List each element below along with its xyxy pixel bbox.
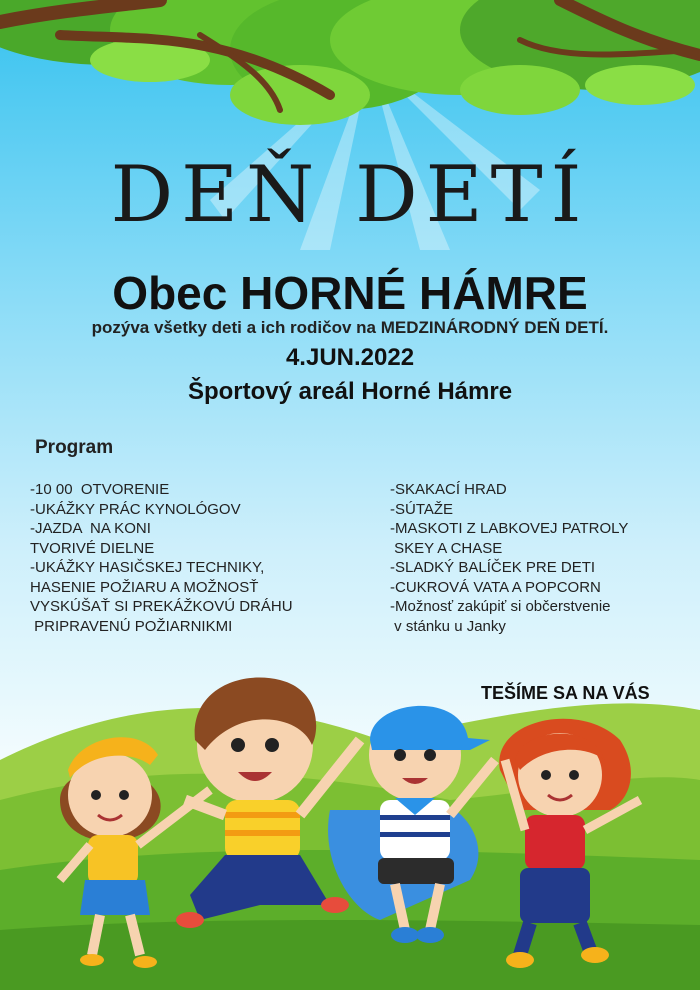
program-heading: Program	[35, 437, 114, 458]
program-item: -UKÁŽKY PRÁC KYNOLÓGOV	[30, 500, 241, 518]
poster-title: DEŇ DETÍ	[110, 150, 590, 240]
program-item: VYSKÚŠAŤ SI PREKÁŽKOVÚ DRÁHU	[30, 598, 293, 615]
organizer-name: Obec HORNÉ HÁMRE	[112, 267, 588, 319]
program-list-right	[390, 480, 690, 636]
program-item: TVORIVÉ DIELNE	[30, 539, 155, 557]
program-item: -SLADKÝ BALÍČEK PRE DETI	[390, 559, 596, 576]
program-item: v stánku u Janky	[390, 617, 506, 635]
invitation-text: pozýva všetky deti a ich rodičov na MEDZINÁRODNÝ DEŇ DETÍ.	[91, 318, 609, 337]
event-venue: Športový areál Horné Hámre	[187, 378, 513, 405]
event-date: 4.JUN.2022	[285, 344, 415, 371]
closing-message: TEŠÍME SA NA VÁS	[481, 683, 650, 703]
program-item: -SÚTAŽE	[390, 500, 454, 518]
program-item: -SKAKACÍ HRAD	[390, 481, 507, 498]
program-item: SKEY A CHASE	[390, 539, 503, 557]
program-item: -CUKROVÁ VATA A POPCORN	[390, 578, 601, 596]
program-item: -Možnosť zakúpiť si občerstvenie	[390, 598, 611, 615]
program-item: HASENIE POŽIARU A MOŽNOSŤ	[30, 578, 259, 596]
program-item: -JAZDA NA KONI	[30, 520, 151, 537]
program-item: -10 00 OTVORENIE	[30, 481, 170, 498]
program-item: -UKÁŽKY HASIČSKEJ TECHNIKY,	[30, 559, 265, 576]
program-list-left	[30, 480, 360, 636]
program-item: -MASKOTI Z LABKOVEJ PATROLY	[390, 520, 629, 537]
program-item: PRIPRAVENÚ POŽIARNIKMI	[30, 617, 233, 635]
